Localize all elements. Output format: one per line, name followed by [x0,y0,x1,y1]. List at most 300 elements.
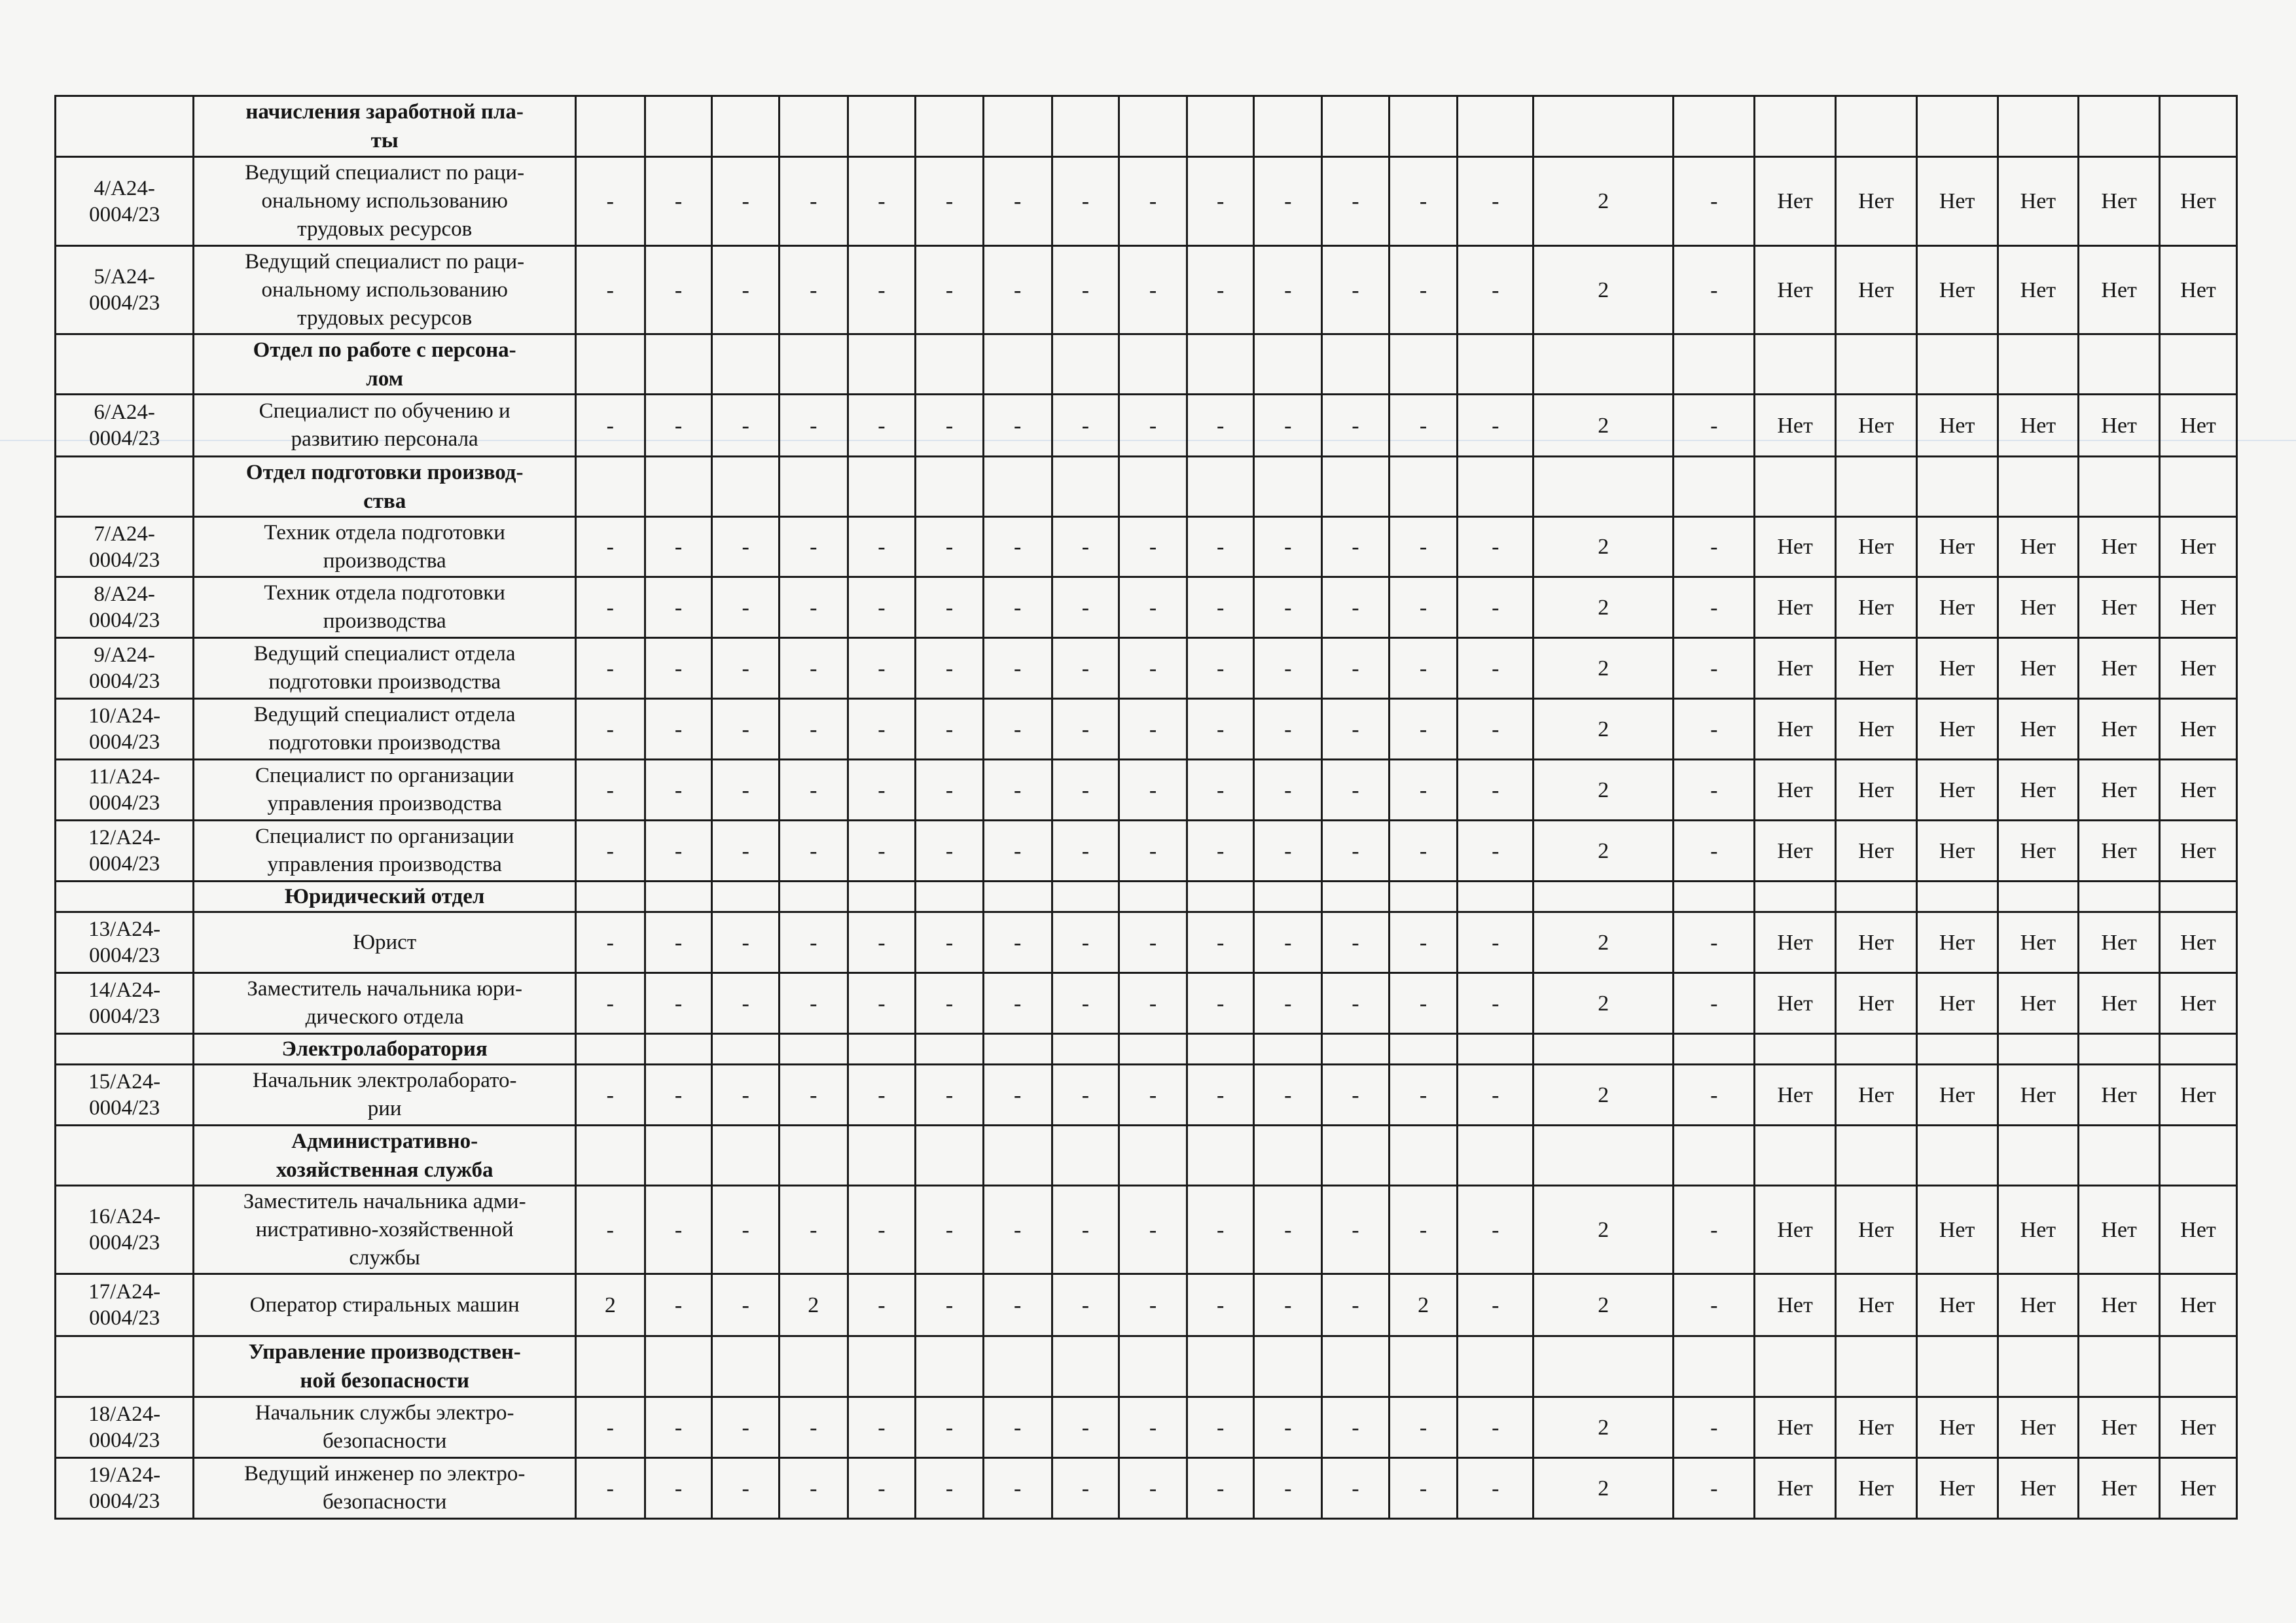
value-cell: Нет [1916,577,1998,638]
value-cell [576,1126,645,1186]
value-cell: - [983,1274,1052,1336]
value-cell: - [1052,157,1119,246]
value-cell: - [1052,760,1119,821]
value-cell [1458,1034,1534,1065]
value-cell [1458,882,1534,912]
value-cell: Нет [1998,1186,2079,1274]
value-cell: - [779,1186,848,1274]
value-cell: - [1674,1458,1755,1519]
value-cell [1052,457,1119,517]
value-cell: - [1458,699,1534,760]
value-cell: - [848,1274,916,1336]
value-cell: - [712,821,780,882]
value-cell: - [1052,395,1119,457]
value-cell [712,1126,780,1186]
value-cell: - [1322,1397,1390,1458]
value-cell: Нет [1755,699,1836,760]
value-cell: Нет [1755,517,1836,577]
workplace-code-cell [56,96,194,157]
section-row [56,1126,2237,1186]
value-cell: Нет [2160,157,2237,246]
value-cell [1119,96,1187,157]
value-cell: - [1674,577,1755,638]
value-cell [983,457,1052,517]
value-cell: Нет [2079,821,2160,882]
value-cell [645,882,712,912]
value-cell [1835,334,1916,395]
value-cell [1534,1336,1674,1397]
workplace-code-cell: 19/А24- 0004/23 [56,1458,194,1519]
value-cell: - [1322,1274,1390,1336]
value-cell [983,96,1052,157]
value-cell: - [1322,1458,1390,1519]
table-row [56,821,2237,882]
value-cell [2079,96,2160,157]
value-cell: - [1187,1397,1254,1458]
workplace-code-cell: 12/А24- 0004/23 [56,821,194,882]
value-cell: 2 [1534,157,1674,246]
value-cell: - [576,246,645,334]
value-cell [712,96,780,157]
value-cell: - [1119,157,1187,246]
value-cell [1835,96,1916,157]
value-cell [1187,1336,1254,1397]
workplace-code-cell: 4/А24- 0004/23 [56,157,194,246]
value-cell: Нет [2079,395,2160,457]
value-cell: - [1187,395,1254,457]
value-cell [712,334,780,395]
value-cell: - [848,760,916,821]
value-cell: Нет [2160,821,2237,882]
value-cell: Нет [1755,760,1836,821]
position-title-cell: Специалист по обучению и развитию персонала [194,395,576,457]
value-cell: - [712,1397,780,1458]
value-cell: Нет [1835,517,1916,577]
value-cell [1389,1034,1458,1065]
value-cell: - [1254,821,1322,882]
value-cell [1052,1034,1119,1065]
value-cell [645,1336,712,1397]
value-cell: - [1254,912,1322,973]
value-cell: - [645,395,712,457]
value-cell: - [983,517,1052,577]
value-cell: 2 [1534,1397,1674,1458]
value-cell: - [645,699,712,760]
value-cell [1998,1336,2079,1397]
value-cell: 2 [1534,973,1674,1034]
workplace-code-cell [56,457,194,517]
value-cell: - [916,1274,984,1336]
value-cell [1835,1126,1916,1186]
value-cell: Нет [1835,821,1916,882]
value-cell [1674,1034,1755,1065]
workplace-code-cell: 8/А24- 0004/23 [56,577,194,638]
position-title-cell: Ведущий инженер по электро- безопасности [194,1458,576,1519]
section-title-cell: Управление производствен- ной безопасности [194,1336,576,1397]
value-cell [1916,457,1998,517]
value-cell: - [916,1397,984,1458]
value-cell: - [916,517,984,577]
value-cell [848,1126,916,1186]
value-cell: - [1322,638,1390,699]
value-cell: - [1458,1274,1534,1336]
value-cell [779,96,848,157]
value-cell [1119,1034,1187,1065]
value-cell: - [1322,577,1390,638]
value-cell: - [1322,699,1390,760]
value-cell [848,457,916,517]
value-cell: - [712,157,780,246]
value-cell [576,1336,645,1397]
value-cell: Нет [2079,760,2160,821]
value-cell: Нет [1998,821,2079,882]
value-cell: - [1322,157,1390,246]
value-cell: - [1389,760,1458,821]
value-cell [576,882,645,912]
value-cell: - [1052,1186,1119,1274]
value-cell [1755,334,1836,395]
value-cell: Нет [1755,1397,1836,1458]
value-cell [2160,334,2237,395]
value-cell: - [1187,1274,1254,1336]
value-cell [1389,96,1458,157]
value-cell [1755,1126,1836,1186]
value-cell: Нет [2079,699,2160,760]
value-cell [1254,1126,1322,1186]
value-cell: - [779,699,848,760]
value-cell: Нет [1755,1458,1836,1519]
position-title-cell: Начальник службы электро- безопасности [194,1397,576,1458]
workplace-code-cell [56,882,194,912]
value-cell: Нет [2160,973,2237,1034]
value-cell: - [1674,1065,1755,1126]
value-cell: 2 [1534,395,1674,457]
workplace-code-cell: 5/А24- 0004/23 [56,246,194,334]
value-cell: - [1322,912,1390,973]
value-cell: Нет [1916,1186,1998,1274]
value-cell: Нет [1916,517,1998,577]
value-cell: Нет [2079,1274,2160,1336]
value-cell: Нет [1998,246,2079,334]
value-cell: - [779,1065,848,1126]
value-cell [1119,882,1187,912]
value-cell: - [1187,1186,1254,1274]
value-cell: Нет [2079,1458,2160,1519]
value-cell: - [1674,760,1755,821]
value-cell: - [1052,1397,1119,1458]
workplace-code-cell: 13/А24- 0004/23 [56,912,194,973]
value-cell [1458,1126,1534,1186]
value-cell: - [1389,1186,1458,1274]
value-cell: Нет [2079,517,2160,577]
value-cell: - [712,246,780,334]
value-cell: Нет [2079,1397,2160,1458]
value-cell [1187,96,1254,157]
value-cell: - [1674,699,1755,760]
value-cell [1674,882,1755,912]
value-cell [1916,1126,1998,1186]
value-cell: 2 [1534,517,1674,577]
value-cell: - [1389,517,1458,577]
value-cell: - [1254,246,1322,334]
value-cell: - [1458,157,1534,246]
value-cell: Нет [1835,1186,1916,1274]
value-cell: - [1187,517,1254,577]
value-cell [1998,334,2079,395]
value-cell: - [576,517,645,577]
value-cell [1755,457,1836,517]
value-cell: - [848,699,916,760]
value-cell: - [848,638,916,699]
value-cell: - [848,157,916,246]
table-row [56,577,2237,638]
value-cell: Нет [1998,395,2079,457]
value-cell: Нет [1916,1065,1998,1126]
value-cell: - [848,912,916,973]
value-cell [1322,334,1390,395]
value-cell [779,457,848,517]
value-cell [1755,96,1836,157]
value-cell: - [1389,1397,1458,1458]
value-cell [1916,334,1998,395]
value-cell [2079,1034,2160,1065]
value-cell: Нет [2160,760,2237,821]
value-cell: - [1254,1186,1322,1274]
value-cell: - [1187,1065,1254,1126]
value-cell [916,1034,984,1065]
workplace-code-cell [56,334,194,395]
value-cell: - [712,395,780,457]
value-cell [645,1126,712,1186]
value-cell: - [1119,577,1187,638]
section-title-cell: Электролаборатория [194,1034,576,1065]
position-title-cell: Техник отдела подготовки производства [194,517,576,577]
value-cell: - [1052,246,1119,334]
value-cell: - [1458,760,1534,821]
value-cell: Нет [1916,395,1998,457]
value-cell: - [576,1186,645,1274]
value-cell: 2 [1534,577,1674,638]
value-cell: - [1389,912,1458,973]
value-cell: - [1389,821,1458,882]
table-row [56,1274,2237,1336]
value-cell: - [983,1458,1052,1519]
value-cell: - [576,638,645,699]
value-cell: - [1254,1458,1322,1519]
value-cell: - [1119,973,1187,1034]
value-cell [1998,1126,2079,1186]
value-cell: - [1119,517,1187,577]
value-cell [1322,882,1390,912]
value-cell: - [779,973,848,1034]
value-cell: 2 [1534,1065,1674,1126]
value-cell [645,96,712,157]
value-cell: Нет [1916,1397,1998,1458]
value-cell: - [1389,157,1458,246]
value-cell: Нет [1998,157,2079,246]
value-cell: - [645,912,712,973]
value-cell: - [1674,157,1755,246]
value-cell [1998,882,2079,912]
value-cell [1389,1336,1458,1397]
value-cell [576,1034,645,1065]
value-cell: - [1322,395,1390,457]
value-cell: 2 [1534,699,1674,760]
value-cell: - [712,760,780,821]
value-cell [2079,1126,2160,1186]
value-cell: - [916,821,984,882]
value-cell [1998,96,2079,157]
value-cell: 2 [1534,1274,1674,1336]
value-cell: - [1187,638,1254,699]
value-cell [1119,1336,1187,1397]
value-cell [1052,1336,1119,1397]
value-cell: - [1187,157,1254,246]
value-cell: - [779,760,848,821]
value-cell: Нет [1998,699,2079,760]
value-cell: - [1389,973,1458,1034]
workplace-code-cell: 16/А24- 0004/23 [56,1186,194,1274]
value-cell: - [848,1186,916,1274]
value-cell [1755,1336,1836,1397]
value-cell: - [1458,1397,1534,1458]
table-row [56,157,2237,246]
value-cell: Нет [1998,517,2079,577]
value-cell: - [1389,246,1458,334]
position-title-cell: Специалист по организации управления производства [194,821,576,882]
value-cell: Нет [1755,912,1836,973]
value-cell [576,457,645,517]
value-cell: - [712,1065,780,1126]
value-cell: - [1322,517,1390,577]
value-cell [2079,334,2160,395]
value-cell: - [779,246,848,334]
value-cell: - [1119,1065,1187,1126]
value-cell [1458,96,1534,157]
value-cell: - [916,1458,984,1519]
value-cell: - [1458,1065,1534,1126]
value-cell: - [712,1458,780,1519]
value-cell: Нет [2079,912,2160,973]
value-cell: - [916,1186,984,1274]
value-cell: - [1119,821,1187,882]
value-cell: Нет [2079,577,2160,638]
value-cell [848,1336,916,1397]
value-cell: - [712,912,780,973]
value-cell [1998,1034,2079,1065]
value-cell: - [1322,1065,1390,1126]
value-cell [645,1034,712,1065]
value-cell: - [916,157,984,246]
value-cell [1052,882,1119,912]
value-cell: - [916,760,984,821]
value-cell: Нет [1835,699,1916,760]
value-cell: - [1187,973,1254,1034]
value-cell [779,1336,848,1397]
value-cell: - [576,1458,645,1519]
position-title-cell: Заместитель начальника юри- дического отдела [194,973,576,1034]
value-cell [1534,1126,1674,1186]
value-cell: - [576,1397,645,1458]
value-cell: - [983,760,1052,821]
value-cell: - [848,577,916,638]
value-cell [1998,457,2079,517]
value-cell: - [1119,1186,1187,1274]
value-cell: - [1254,638,1322,699]
value-cell: - [848,1397,916,1458]
value-cell [916,1126,984,1186]
value-cell: - [983,638,1052,699]
value-cell: Нет [2160,1458,2237,1519]
value-cell: - [645,1186,712,1274]
value-cell: - [848,1458,916,1519]
section-row [56,457,2237,517]
value-cell: - [1458,395,1534,457]
value-cell: - [576,1065,645,1126]
value-cell: - [1254,1397,1322,1458]
value-cell: - [1674,395,1755,457]
value-cell: Нет [1998,1458,2079,1519]
value-cell: - [779,395,848,457]
value-cell [2160,1126,2237,1186]
value-cell: - [1322,1186,1390,1274]
workplace-code-cell: 7/А24- 0004/23 [56,517,194,577]
value-cell: - [645,760,712,821]
value-cell: - [916,246,984,334]
value-cell [983,1126,1052,1186]
value-cell [2079,882,2160,912]
value-cell: Нет [2079,638,2160,699]
section-row [56,96,2237,157]
value-cell: - [779,517,848,577]
value-cell: - [1674,1397,1755,1458]
value-cell [1322,1126,1390,1186]
value-cell: - [1187,699,1254,760]
value-cell: Нет [1835,638,1916,699]
value-cell [1534,457,1674,517]
value-cell: 2 [1389,1274,1458,1336]
value-cell: - [1052,973,1119,1034]
workplace-code-cell: 6/А24- 0004/23 [56,395,194,457]
table-row [56,1458,2237,1519]
value-cell [712,1336,780,1397]
table-row [56,395,2237,457]
value-cell [712,1034,780,1065]
value-cell [983,1034,1052,1065]
value-cell: Нет [1835,1274,1916,1336]
value-cell: - [1052,1065,1119,1126]
value-cell: Нет [1916,973,1998,1034]
value-cell [1674,96,1755,157]
value-cell: - [712,973,780,1034]
value-cell: - [848,395,916,457]
table-row [56,638,2237,699]
value-cell: - [645,246,712,334]
value-cell: - [1322,821,1390,882]
value-cell [1835,1034,1916,1065]
value-cell: - [1187,246,1254,334]
value-cell: - [1389,577,1458,638]
section-title-cell: Административно- хозяйственная служба [194,1126,576,1186]
value-cell: - [576,577,645,638]
value-cell [916,1336,984,1397]
value-cell [1674,1126,1755,1186]
value-cell: - [1458,821,1534,882]
value-cell: - [779,821,848,882]
value-cell [1052,1126,1119,1186]
value-cell: Нет [1755,638,1836,699]
table-row [56,760,2237,821]
